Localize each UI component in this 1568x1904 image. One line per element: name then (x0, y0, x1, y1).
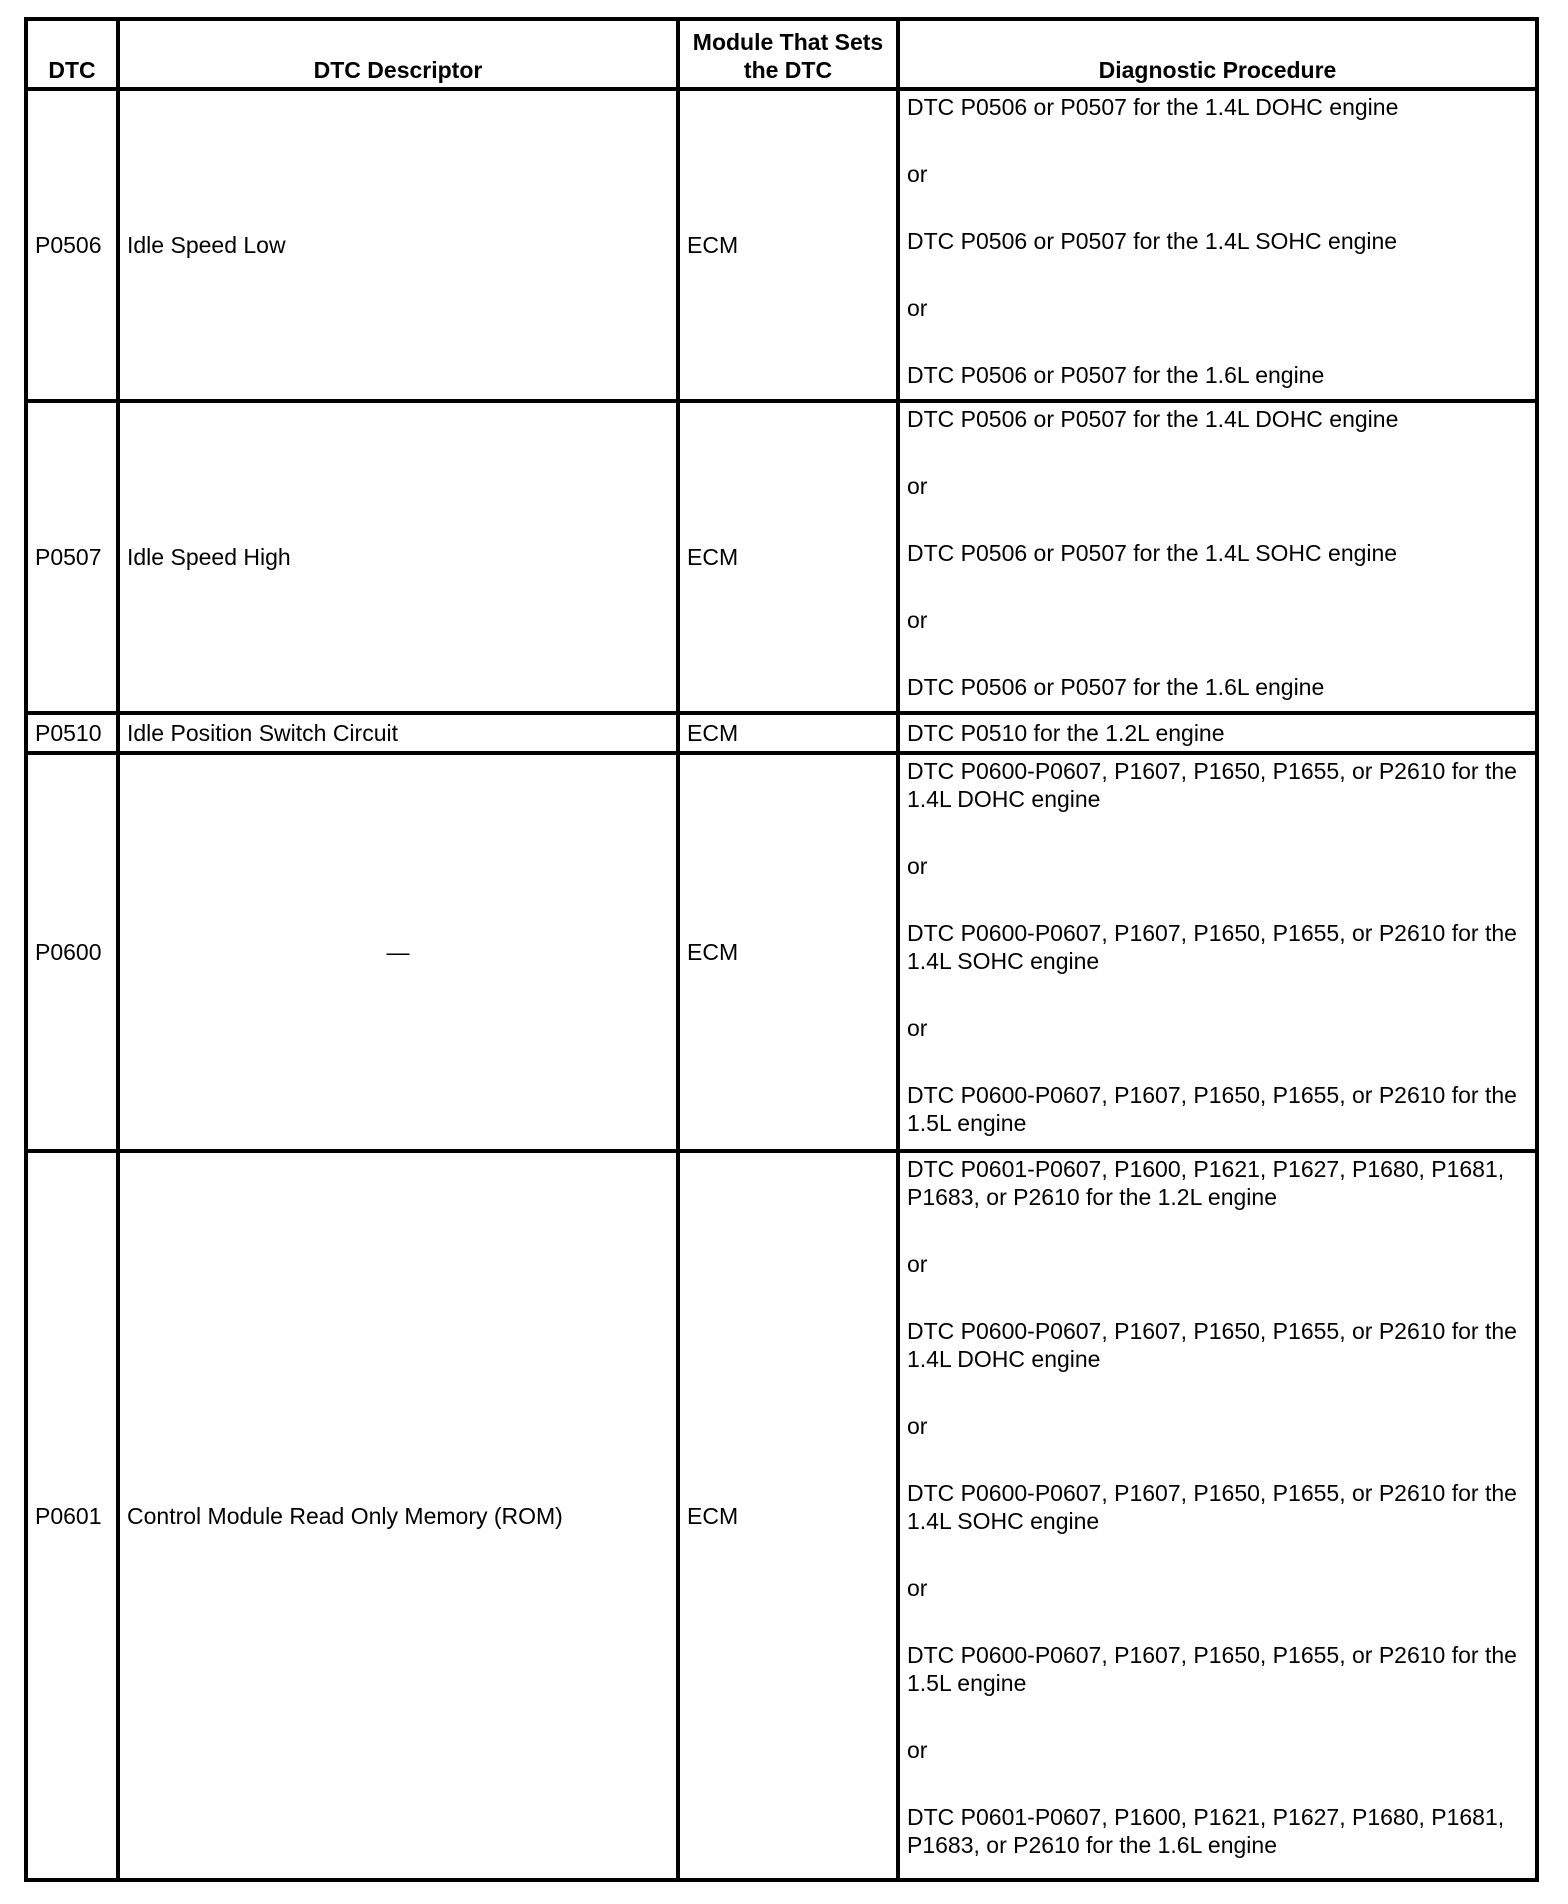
dtc-code: P0601 (26, 1151, 118, 1880)
header-procedure: Diagnostic Procedure (898, 19, 1537, 89)
procedure-or: or (907, 607, 928, 633)
header-dtc: DTC (26, 19, 118, 89)
dtc-descriptor: — (118, 753, 678, 1151)
procedure-or: or (907, 161, 928, 187)
dtc-code: P0507 (26, 401, 118, 713)
procedure-or: or (907, 473, 928, 499)
dtc-module: ECM (678, 753, 898, 1151)
diagnostic-procedure (898, 753, 1537, 1151)
procedure-link[interactable]: DTC P0600-P0607, P1607, P1650, P1655, or P2610 for the 1.5L engine (907, 1642, 1517, 1696)
procedure-link[interactable]: DTC P0506 or P0507 for the 1.6L engine (907, 674, 1325, 700)
dtc-descriptor: Idle Speed Low (118, 89, 678, 401)
dtc-module: ECM (678, 713, 898, 753)
diagnostic-procedure (898, 89, 1537, 401)
table-row (26, 1151, 1537, 1880)
procedure-or: or (907, 1737, 928, 1763)
procedure-link[interactable]: DTC P0601-P0607, P1600, P1621, P1627, P1680, P1681, P1683, or P2610 for the 1.6L engine (907, 1804, 1505, 1858)
table-row (26, 401, 1537, 713)
dtc-code: P0506 (26, 89, 118, 401)
diagnostic-procedure (898, 401, 1537, 713)
procedure-link[interactable]: DTC P0600-P0607, P1607, P1650, P1655, or P2610 for the 1.4L DOHC engine (907, 1318, 1517, 1372)
dtc-table (24, 17, 1539, 1882)
dtc-module: ECM (678, 401, 898, 713)
procedure-link[interactable]: DTC P0510 for the 1.2L engine (907, 720, 1225, 746)
procedure-link[interactable]: DTC P0506 or P0507 for the 1.4L SOHC engine (907, 540, 1398, 566)
procedure-or: or (907, 1251, 928, 1277)
procedure-link[interactable]: DTC P0600-P0607, P1607, P1650, P1655, or P2610 for the 1.4L SOHC engine (907, 1480, 1517, 1534)
procedure-or: or (907, 1575, 928, 1601)
dtc-descriptor: Idle Position Switch Circuit (118, 713, 678, 753)
procedure-link[interactable]: DTC P0506 or P0507 for the 1.4L DOHC engine (907, 94, 1399, 120)
dtc-code: P0600 (26, 753, 118, 1151)
procedure-link[interactable]: DTC P0600-P0607, P1607, P1650, P1655, or P2610 for the 1.5L engine (907, 1082, 1517, 1136)
dtc-module: ECM (678, 1151, 898, 1880)
procedure-link[interactable]: DTC P0600-P0607, P1607, P1650, P1655, or P2610 for the 1.4L DOHC engine (907, 758, 1517, 812)
header-module: Module That Sets the DTC (678, 19, 898, 89)
table-row (26, 753, 1537, 1151)
dtc-code: P0510 (26, 713, 118, 753)
procedure-link[interactable]: DTC P0601-P0607, P1600, P1621, P1627, P1680, P1681, P1683, or P2610 for the 1.2L engine (907, 1156, 1505, 1210)
diagnostic-procedure (898, 1151, 1537, 1880)
procedure-or: or (907, 295, 928, 321)
procedure-link[interactable]: DTC P0506 or P0507 for the 1.6L engine (907, 362, 1325, 388)
dtc-descriptor: Idle Speed High (118, 401, 678, 713)
table-row (26, 89, 1537, 401)
dtc-descriptor: Control Module Read Only Memory (ROM) (118, 1151, 678, 1880)
procedure-or: or (907, 1015, 928, 1041)
procedure-or: or (907, 1413, 928, 1439)
table-row (26, 713, 1537, 753)
header-descriptor: DTC Descriptor (118, 19, 678, 89)
procedure-or: or (907, 853, 928, 879)
procedure-link[interactable]: DTC P0506 or P0507 for the 1.4L SOHC engine (907, 228, 1398, 254)
procedure-link[interactable]: DTC P0600-P0607, P1607, P1650, P1655, or P2610 for the 1.4L SOHC engine (907, 920, 1517, 974)
header-row (26, 19, 1537, 89)
diagnostic-procedure (898, 713, 1537, 753)
dtc-module: ECM (678, 89, 898, 401)
procedure-link[interactable]: DTC P0506 or P0507 for the 1.4L DOHC engine (907, 406, 1399, 432)
